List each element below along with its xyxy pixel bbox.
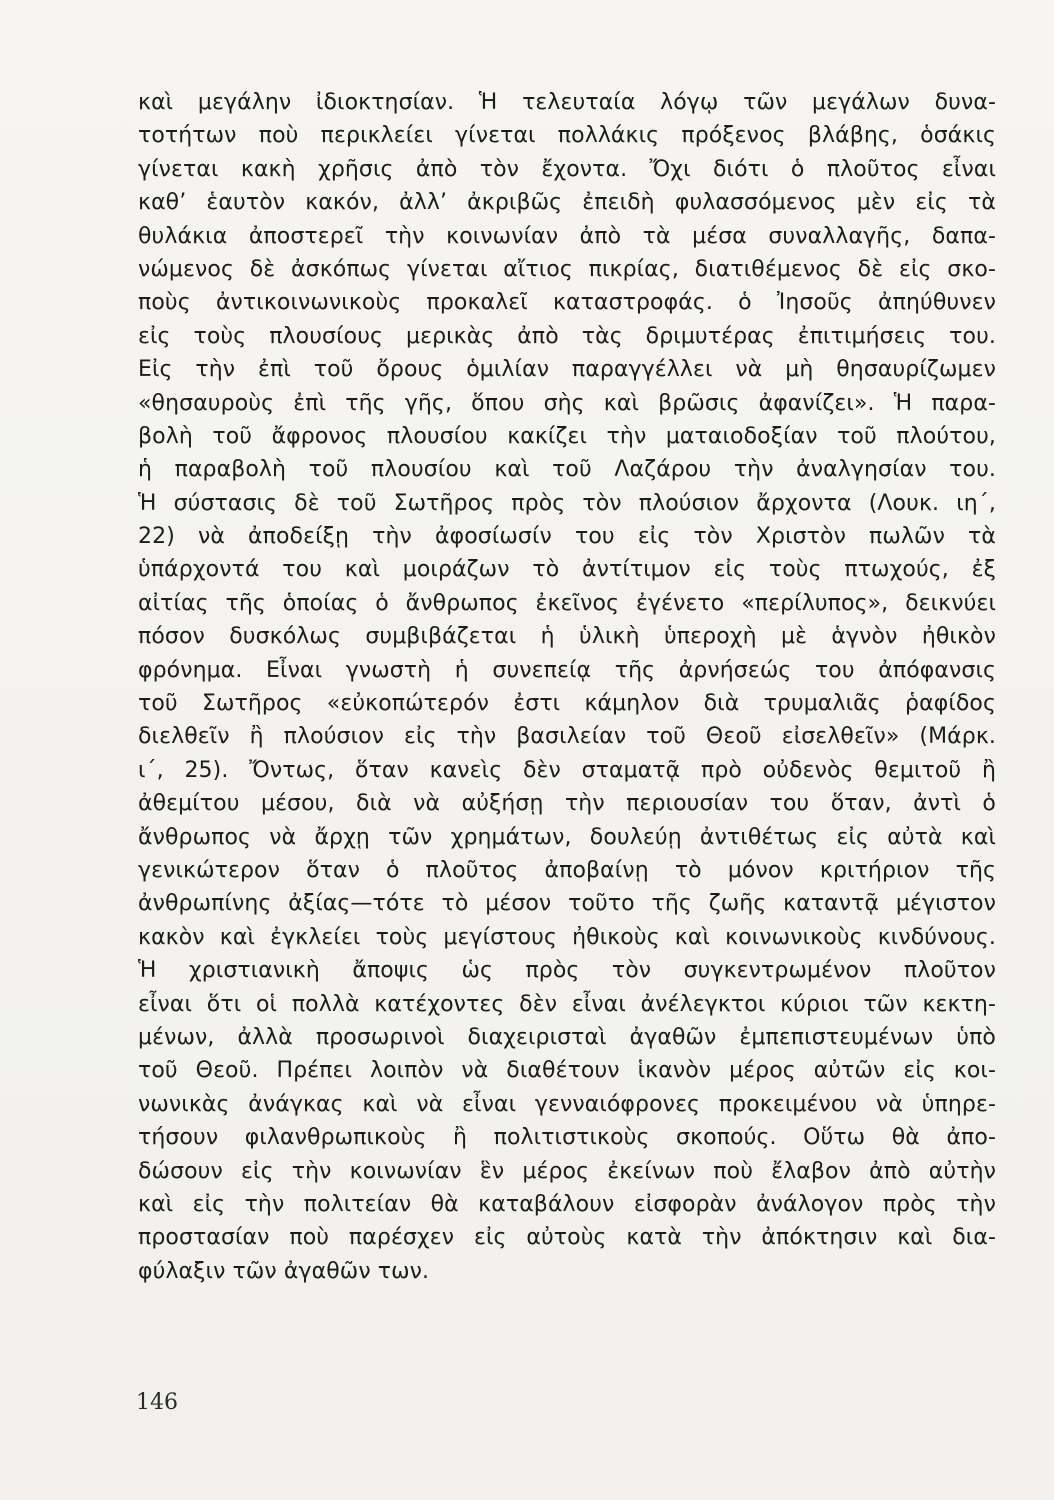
text-line: αἰτίας τῆς ὁποίας ὁ ἄνθρωπος ἐκεῖνος ἐγένετο «περίλυπος», δεικνύει xyxy=(138,590,996,616)
text-line: γενικώτερον ὅταν ὁ πλοῦτος ἀποβαίνῃ τὸ μόνον κριτήριον τῆς xyxy=(138,857,996,883)
text-line: τήσουν φιλανθρωπικοὺς ἢ πολιτιστικοὺς σκοπούς. Οὕτω θὰ ἀπο- xyxy=(138,1125,996,1151)
text-line: μένων, ἀλλὰ προσωρινοὶ διαχειρισταὶ ἀγαθῶν ἐμπεπιστευμένων ὑπὸ xyxy=(138,1024,996,1050)
text-line: προστασίαν ποὺ παρέσχεν εἰς αὐτοὺς κατὰ τὴν ἀπόκτησιν καὶ δια- xyxy=(138,1225,996,1251)
text-line: ἡ παραβολὴ τοῦ πλουσίου καὶ τοῦ Λαζάρου τὴν ἀναλγησίαν του. xyxy=(138,457,996,483)
text-line: «θησαυροὺς ἐπὶ τῆς γῆς, ὅπου σὴς καὶ βρῶσις ἀφανίζει». Ἡ παρα- xyxy=(138,390,996,416)
text-line: ἀνθρωπίνης ἀξίας—τότε τὸ μέσον τοῦτο τῆς ζωῆς καταντᾷ μέγιστον xyxy=(138,891,996,917)
text-line: Ἡ σύστασις δὲ τοῦ Σωτῆρος πρὸς τὸν πλούσιον ἄρχοντα (Λουκ. ιη΄, xyxy=(138,490,996,516)
text-line: Εἰς τὴν ἐπὶ τοῦ ὄρους ὁμιλίαν παραγγέλλει νὰ μὴ θησαυρίζωμεν xyxy=(138,357,996,383)
text-line: ι΄, 25). Ὄντως, ὅταν κανεὶς δὲν σταματᾷ πρὸ οὐδενὸς θεμιτοῦ ἢ xyxy=(138,757,996,783)
text-line: κακὸν καὶ ἐγκλείει τοὺς μεγίστους ἠθικοὺς καὶ κοινωνικοὺς κινδύνους. xyxy=(138,924,996,950)
text-line: καθ’ ἑαυτὸν κακόν, ἀλλ’ ἀκριβῶς ἐπειδὴ φυλασσόμενος μὲν εἰς τὰ xyxy=(138,190,996,216)
text-line: βολὴ τοῦ ἄφρονος πλουσίου κακίζει τὴν ματαιοδοξίαν τοῦ πλούτου, xyxy=(138,423,996,449)
text-line: 22) νὰ ἀποδείξῃ τὴν ἀφοσίωσίν του εἰς τὸν Χριστὸν πωλῶν τὰ xyxy=(138,524,996,550)
text-line: καὶ εἰς τὴν πολιτείαν θὰ καταβάλουν εἰσφορὰν ἀνάλογον πρὸς τὴν xyxy=(138,1191,996,1217)
text-line: τοτήτων ποὺ περικλείει γίνεται πολλάκις πρόξενος βλάβης, ὁσάκις xyxy=(138,123,996,149)
text-line: θυλάκια ἀποστερεῖ τὴν κοινωνίαν ἀπὸ τὰ μέσα συναλλαγῆς, δαπα- xyxy=(138,223,996,249)
text-line: νώμενος δὲ ἀσκόπως γίνεται αἴτιος πικρίας, διατιθέμενος δὲ εἰς σκο- xyxy=(138,256,996,282)
text-line: ὑπάρχοντά του καὶ μοιράζων τὸ ἀντίτιμον εἰς τοὺς πτωχούς, ἐξ xyxy=(138,557,996,583)
body-text xyxy=(138,86,996,1288)
text-line: ἄνθρωπος νὰ ἄρχῃ τῶν χρημάτων, δουλεύῃ ἀντιθέτως εἰς αὐτὰ καὶ xyxy=(138,824,996,850)
text-line: τοῦ Σωτῆρος «εὐκοπώτερόν ἐστι κάμηλον διὰ τρυμαλιᾶς ῥαφίδος xyxy=(138,691,996,717)
text-line: τοῦ Θεοῦ. Πρέπει λοιπὸν νὰ διαθέτουν ἱκανὸν μέρος αὐτῶν εἰς κοι- xyxy=(138,1058,996,1084)
text-line: ἀθεμίτου μέσου, διὰ νὰ αὐξήσῃ τὴν περιουσίαν του ὅταν, ἀντὶ ὁ xyxy=(138,791,996,817)
text-line: πόσον δυσκόλως συμβιβάζεται ἡ ὑλικὴ ὑπεροχὴ μὲ ἁγνὸν ἠθικὸν xyxy=(138,624,996,650)
text-line: καὶ μεγάλην ἰδιοκτησίαν. Ἡ τελευταία λόγῳ τῶν μεγάλων δυνα- xyxy=(138,90,996,115)
text-line: φύλαξιν τῶν ἀγαθῶν των. xyxy=(138,1258,430,1284)
text-line: διελθεῖν ἢ πλούσιον εἰς τὴν βασιλείαν τοῦ Θεοῦ εἰσελθεῖν» (Μάρκ. xyxy=(138,724,996,750)
text-line: εἶναι ὅτι οἱ πολλὰ κατέχοντες δὲν εἶναι ἀνέλεγκτοι κύριοι τῶν κεκτη- xyxy=(138,991,996,1017)
page-number: 146 xyxy=(136,1390,178,1415)
text-line: νωνικὰς ἀνάγκας καὶ νὰ εἶναι γενναιόφρονες προκειμένου νὰ ὑπηρε- xyxy=(138,1091,996,1117)
text-line: Ἡ χριστιανικὴ ἄποψις ὡς πρὸς τὸν συγκεντρωμένον πλοῦτον xyxy=(138,958,996,984)
text-line: εἰς τοὺς πλουσίους μερικὰς ἀπὸ τὰς δριμυτέρας ἐπιτιμήσεις του. xyxy=(138,323,996,349)
text-line: γίνεται κακὴ χρῆσις ἀπὸ τὸν ἔχοντα. Ὄχι διότι ὁ πλοῦτος εἶναι xyxy=(138,156,996,182)
text-line: φρόνημα. Εἶναι γνωστὴ ἡ συνεπείᾳ τῆς ἀρνήσεώς του ἀπόφανσις xyxy=(138,657,996,683)
text-line: δώσουν εἰς τὴν κοινωνίαν ἓν μέρος ἐκείνων ποὺ ἔλαβον ἀπὸ αὐτὴν xyxy=(138,1158,996,1184)
text-line: ποὺς ἀντικοινωνικοὺς προκαλεῖ καταστροφάς. ὁ Ἰησοῦς ἀπηύθυνεν xyxy=(138,290,996,316)
